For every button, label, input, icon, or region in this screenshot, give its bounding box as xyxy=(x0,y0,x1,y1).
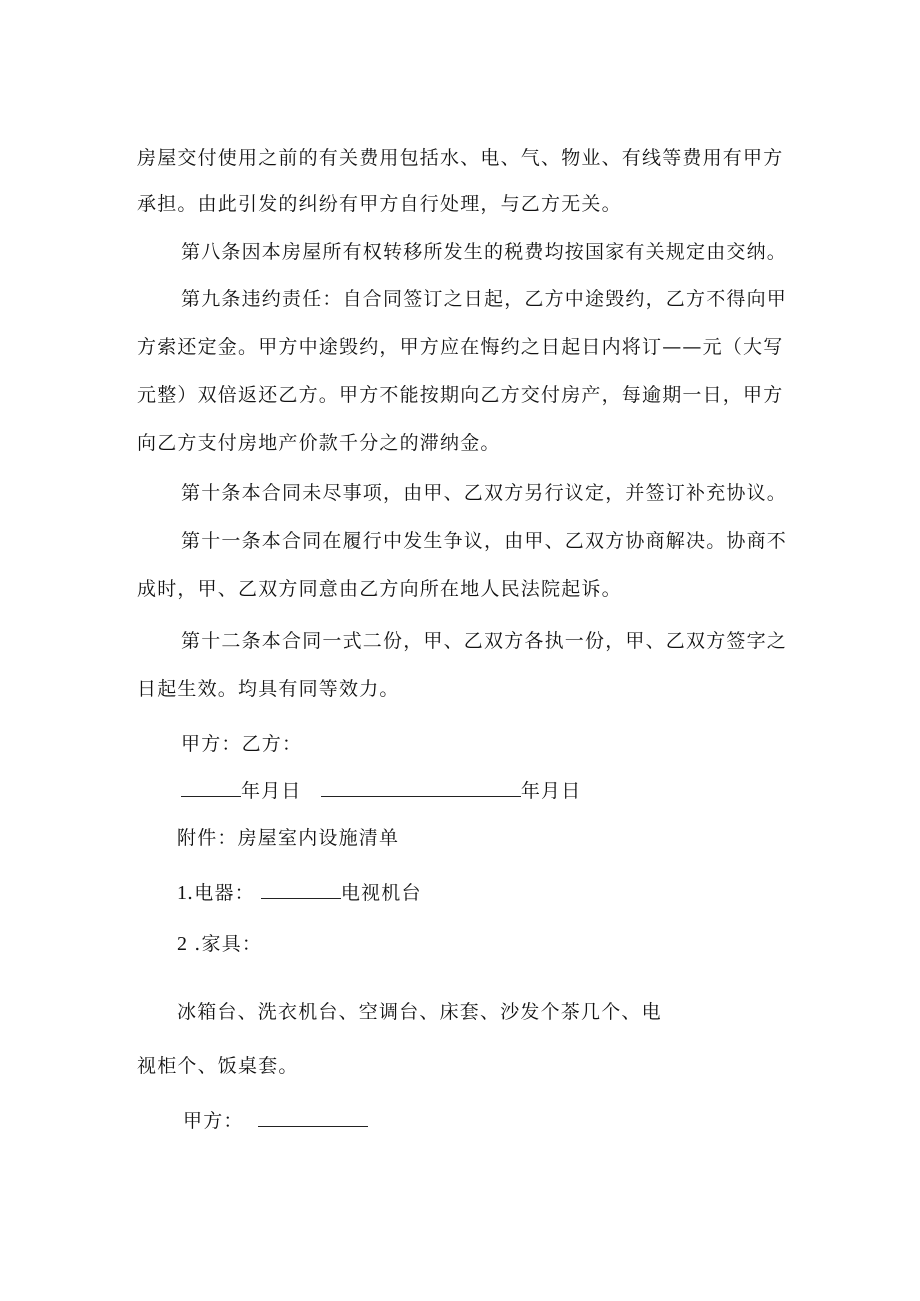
item-label: .电器： xyxy=(187,882,255,904)
date-blank-b xyxy=(321,778,521,797)
furniture-list-line: 视柜个、饭桌套。 xyxy=(137,1055,299,1077)
article-8: 第八条因本房屋所有权转移所发生的税费均按国家有关规定由交纳。 xyxy=(181,241,788,263)
paragraph-line: 承担。由此引发的纠纷有甲方自行处理，与乙方无关。 xyxy=(137,193,622,215)
item-label: .家具： xyxy=(194,933,263,955)
paragraph-line: 房屋交付使用之前的有关费用包括水、电、气、物业、有线等费用有甲方 xyxy=(137,147,784,169)
item-blank xyxy=(261,880,341,899)
article-12-line: 日起生效。均具有同等效力。 xyxy=(137,678,400,700)
article-9-line: 元整）双倍返还乙方。甲方不能按期向乙方交付房产，每逾期一日，甲方 xyxy=(137,384,784,406)
attachment-title: 附件：房屋室内设施清单 xyxy=(177,827,400,849)
party-a-label: 甲方： xyxy=(183,1110,244,1132)
signature-parties: 甲方：乙方： xyxy=(181,733,303,755)
item-text: 电视机台 xyxy=(340,882,422,904)
attachment-item-furniture xyxy=(177,932,262,956)
party-a-blank xyxy=(258,1108,368,1127)
article-9-line: 方索还定金。甲方中途毁约，甲方应在悔约之日起日内将订——元（大写 xyxy=(137,336,784,358)
article-11-line: 第十一条本合同在履行中发生争议，由甲、乙双方协商解决。协商不 xyxy=(181,530,788,552)
item-number: 2 xyxy=(177,933,187,955)
item-number: 1 xyxy=(177,882,187,904)
attachment-item-electrical xyxy=(177,880,422,905)
footer-party-a xyxy=(183,1108,368,1133)
furniture-list-line: 冰箱台、洗衣机台、空调台、床套、沙发个茶几个、电 xyxy=(177,1001,662,1023)
article-9-line: 向乙方支付房地产价款千分之的滞纳金。 xyxy=(137,432,501,454)
date-label-b: 年月日 xyxy=(520,780,582,802)
article-10: 第十条本合同未尽事项，由甲、乙双方另行议定，并签订补充协议。 xyxy=(181,482,788,504)
signature-date-row xyxy=(181,778,581,803)
article-11-line: 成时，甲、乙双方同意由乙方向所在地人民法院起诉。 xyxy=(137,578,622,600)
date-blank-a xyxy=(181,778,241,797)
date-label-a: 年月日 xyxy=(241,780,302,802)
article-12-line: 第十二条本合同一式二份，甲、乙双方各执一份，甲、乙双方签字之 xyxy=(181,630,788,652)
article-9-line: 第九条违约责任：自合同签订之日起，乙方中途毁约，乙方不得向甲 xyxy=(181,288,788,310)
